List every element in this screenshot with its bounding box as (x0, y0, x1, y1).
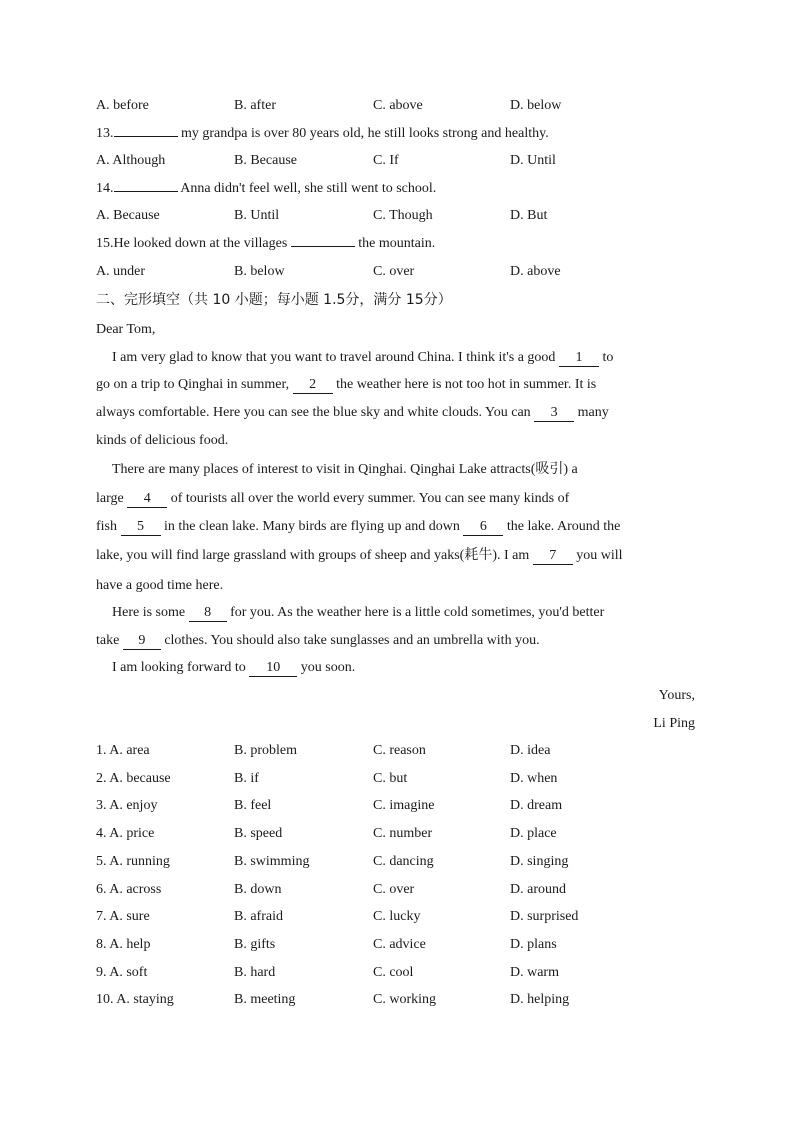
letter-line (112, 348, 613, 368)
question-text: the mountain. (354, 236, 436, 251)
q14-option-c: C. Though (373, 208, 433, 223)
text: of tourists all over the world every summer. You can see many kinds of (167, 491, 570, 506)
q12-option-d: D. below (510, 98, 562, 113)
letter-line (96, 546, 623, 566)
text: I am very glad to know that you want to travel around China. I think it's a good (112, 350, 559, 365)
q12-option-a: A. before (96, 98, 149, 113)
cloze-7-option-b: B. afraid (234, 909, 283, 924)
q15-option-c: C. over (373, 264, 415, 279)
answer-blank[interactable] (114, 136, 178, 137)
cloze-blank-9[interactable]: 9 (123, 633, 161, 650)
q14-option-d: D. But (510, 208, 548, 223)
cloze-blank-6[interactable]: 6 (463, 519, 503, 536)
cloze-10-option-a: 10. A. staying (96, 992, 174, 1007)
text: go on a trip to Qinghai in summer, (96, 377, 293, 392)
cloze-1-option-b: B. problem (234, 743, 297, 758)
cloze-8-option-c: C. advice (373, 937, 426, 952)
cloze-10-option-d: D. helping (510, 992, 570, 1007)
q12-option-b: B. after (234, 98, 276, 113)
cloze-5-option-c: C. dancing (373, 854, 434, 869)
cloze-1-option-a: 1. A. area (96, 743, 150, 758)
answer-blank[interactable] (114, 191, 178, 192)
text: in the clean lake. Many birds are flying up and down (160, 519, 464, 534)
cloze-6-option-c: C. over (373, 882, 415, 897)
cloze-blank-8[interactable]: 8 (189, 605, 227, 622)
letter-line: have a good time here. (96, 578, 224, 593)
letter-line (96, 403, 609, 423)
question-13 (96, 124, 549, 144)
text: the lake. Around the (503, 519, 621, 534)
q13-option-d: D. Until (510, 153, 556, 168)
cloze-1-option-c: C. reason (373, 743, 426, 758)
text: Here is some (112, 605, 189, 620)
question-14 (96, 179, 436, 199)
cloze-blank-1[interactable]: 1 (559, 350, 599, 367)
text: the weather here is not too hot in summer. It is (332, 377, 597, 392)
text: always comfortable. Here you can see the blue sky and white clouds. You can (96, 405, 535, 420)
letter-line (96, 489, 569, 509)
cloze-8-option-b: B. gifts (234, 937, 276, 952)
question-number: 14. (96, 181, 114, 196)
cloze-8-option-a: 8. A. help (96, 937, 151, 952)
cloze-3-option-a: 3. A. enjoy (96, 798, 158, 813)
question-text: Anna didn't feel well, she still went to school. (177, 181, 437, 196)
cloze-5-option-b: B. swimming (234, 854, 310, 869)
cloze-10-option-b: B. meeting (234, 992, 296, 1007)
cloze-3-option-d: D. dream (510, 798, 563, 813)
text: lake, you will find large grassland with groups of sheep and yaks(耗牛). I am (96, 548, 533, 563)
cloze-6-option-a: 6. A. across (96, 882, 162, 897)
question-text: my grandpa is over 80 years old, he still looks strong and healthy. (177, 126, 549, 141)
q13-option-a: A. Although (96, 153, 166, 168)
cloze-7-option-c: C. lucky (373, 909, 421, 924)
cloze-blank-7[interactable]: 7 (533, 548, 573, 565)
cloze-9-option-c: C. cool (373, 965, 414, 980)
cloze-4-option-a: 4. A. price (96, 826, 155, 841)
letter-salutation: Dear Tom, (96, 322, 156, 337)
cloze-blank-3[interactable]: 3 (534, 405, 574, 422)
letter-signature: Li Ping (653, 716, 695, 731)
cloze-4-option-d: D. place (510, 826, 557, 841)
cloze-2-option-a: 2. A. because (96, 771, 171, 786)
cloze-2-option-c: C. but (373, 771, 408, 786)
cloze-9-option-d: D. warm (510, 965, 559, 980)
cloze-5-option-a: 5. A. running (96, 854, 170, 869)
cloze-9-option-b: B. hard (234, 965, 276, 980)
q13-option-b: B. Because (234, 153, 297, 168)
cloze-10-option-c: C. working (373, 992, 436, 1007)
letter-closing: Yours, (658, 688, 695, 703)
cloze-blank-4[interactable]: 4 (127, 491, 167, 508)
section-heading: 二、完形填空（共 10 小题；每小题 1.5分，满分 15分） (96, 292, 452, 308)
letter-line (96, 631, 540, 651)
q12-option-c: C. above (373, 98, 423, 113)
text: I am looking forward to (112, 660, 250, 675)
cloze-8-option-d: D. plans (510, 937, 557, 952)
cloze-7-option-a: 7. A. sure (96, 909, 150, 924)
text: you soon. (297, 660, 356, 675)
question-15 (96, 234, 435, 254)
q14-option-a: A. Because (96, 208, 160, 223)
cloze-5-option-d: D. singing (510, 854, 569, 869)
cloze-6-option-d: D. around (510, 882, 566, 897)
letter-line (96, 375, 596, 395)
cloze-blank-10[interactable]: 10 (249, 660, 297, 677)
q15-option-b: B. below (234, 264, 285, 279)
cloze-3-option-b: B. feel (234, 798, 272, 813)
text: many (574, 405, 609, 420)
cloze-blank-5[interactable]: 5 (121, 519, 161, 536)
question-number: 15. (96, 236, 114, 251)
letter-line (96, 517, 620, 537)
cloze-blank-2[interactable]: 2 (293, 377, 333, 394)
text: take (96, 633, 123, 648)
cloze-4-option-c: C. number (373, 826, 433, 841)
letter-line: There are many places of interest to visit in Qinghai. Qinghai Lake attracts(吸引) a (112, 462, 578, 477)
text: fish (96, 519, 121, 534)
text: large (96, 491, 128, 506)
cloze-2-option-d: D. when (510, 771, 558, 786)
text: you will (572, 548, 623, 563)
cloze-3-option-c: C. imagine (373, 798, 435, 813)
letter-line (112, 658, 355, 678)
q15-option-a: A. under (96, 264, 145, 279)
q13-option-c: C. If (373, 153, 399, 168)
cloze-4-option-b: B. speed (234, 826, 283, 841)
text: for you. As the weather here is a little cold sometimes, you'd better (226, 605, 605, 620)
letter-line: kinds of delicious food. (96, 433, 229, 448)
question-text: He looked down at the villages (113, 236, 291, 251)
letter-line (112, 603, 604, 623)
question-number: 13. (96, 126, 114, 141)
q14-option-b: B. Until (234, 208, 280, 223)
cloze-1-option-d: D. idea (510, 743, 551, 758)
q15-option-d: D. above (510, 264, 561, 279)
cloze-7-option-d: D. surprised (510, 909, 579, 924)
cloze-6-option-b: B. down (234, 882, 282, 897)
text: to (598, 350, 614, 365)
text: clothes. You should also take sunglasses and an umbrella with you. (160, 633, 540, 648)
answer-blank[interactable] (291, 246, 355, 247)
cloze-2-option-b: B. if (234, 771, 259, 786)
cloze-9-option-a: 9. A. soft (96, 965, 148, 980)
